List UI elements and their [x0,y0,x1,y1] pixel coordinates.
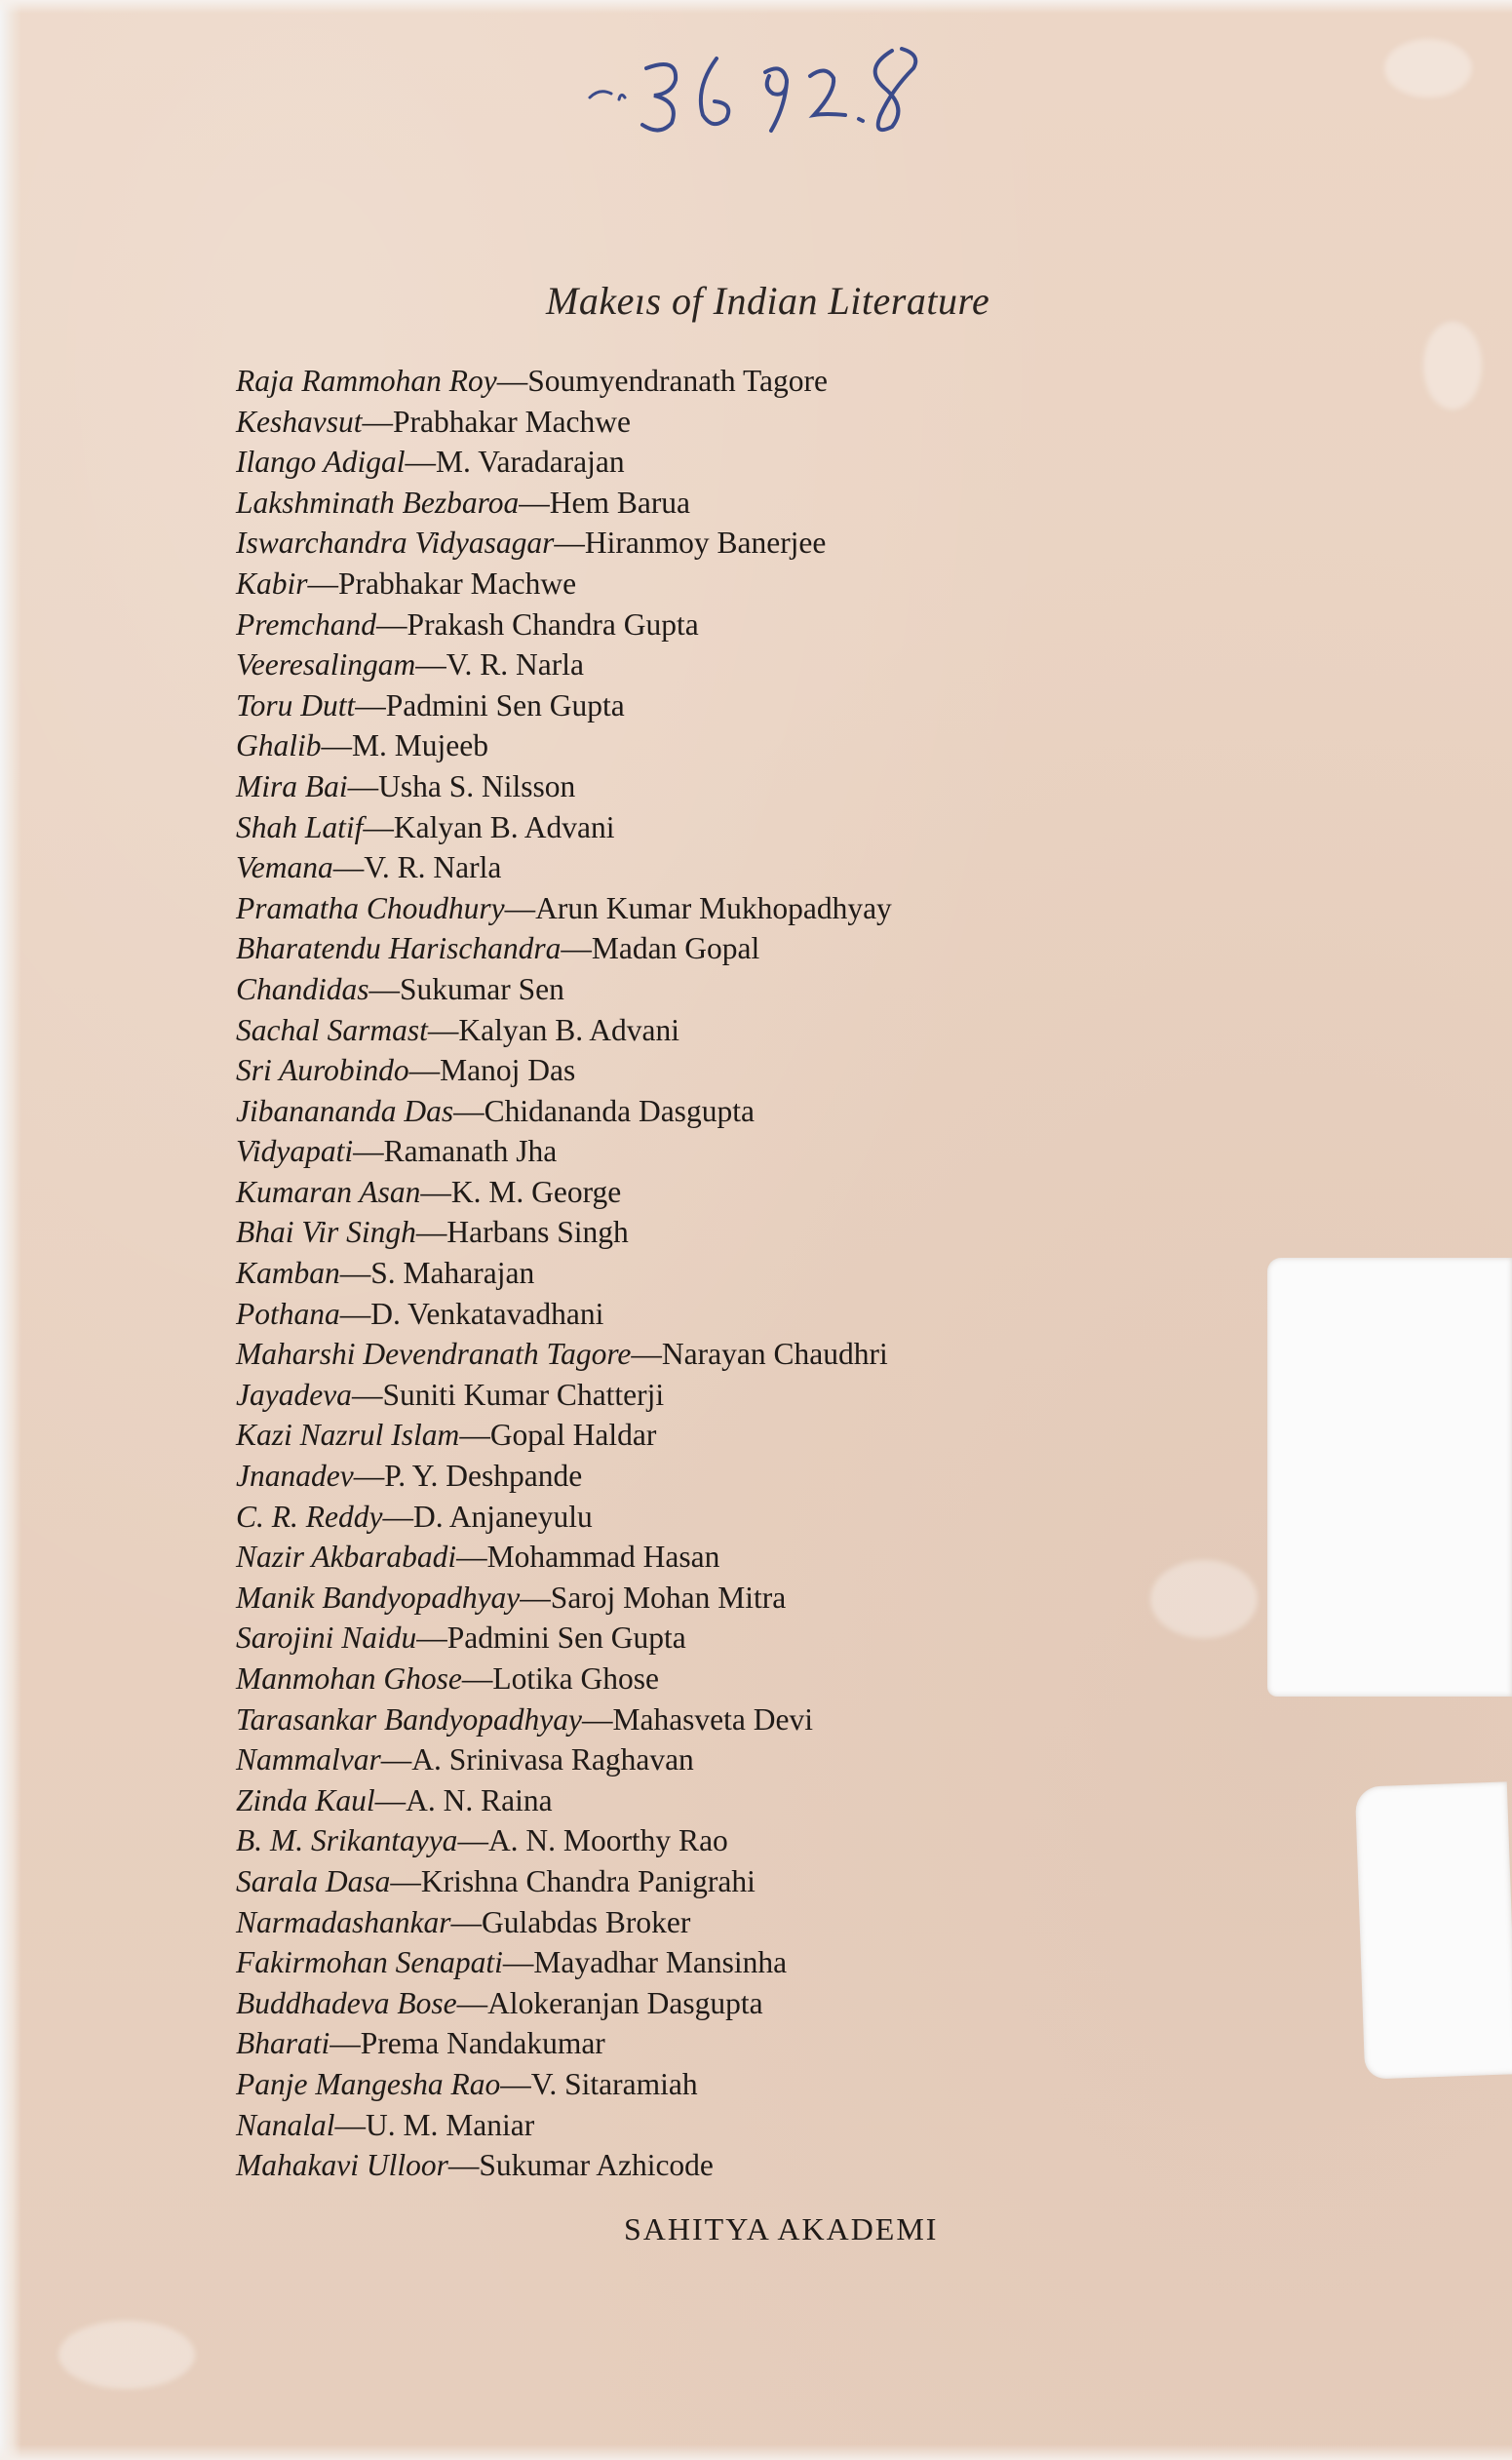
entry-author: Padmini Sen Gupta [385,687,625,722]
entry-separator: — [376,606,407,642]
entry-author: Krishna Chandra Panigrahi [420,1863,756,1898]
list-item [236,1820,1250,1861]
entry-author: Harbans Singh [446,1215,629,1250]
entry-subject: Tarasankar Bandyopadhyay [236,1701,582,1737]
entry-author: Usha S. Nilsson [378,768,576,803]
list-item [236,1942,1250,1983]
entry-author: A. Srinivasa Raghavan [411,1742,694,1777]
entry-subject: Toru Dutt [236,687,356,722]
list-item [236,1578,1250,1619]
entry-subject: Bharati [236,2026,330,2061]
entry-author: S. Maharajan [370,1256,535,1291]
entry-separator: — [453,1093,485,1128]
entry-author: V. Sitaramiah [530,2066,698,2101]
list-item [236,1739,1250,1780]
list-item [236,1456,1250,1497]
entry-author: Chidananda Dasgupta [484,1093,755,1128]
list-item [236,564,1250,605]
series-heading: Makeıs of Indian Literature [546,279,990,323]
list-item [236,1172,1250,1213]
entry-subject: Raja Rammohan Roy [236,364,497,398]
list-item [236,1618,1250,1659]
entry-author: P. Y. Deshpande [384,1459,583,1494]
entry-subject: Mahakavi Ulloor [236,2148,448,2183]
entry-separator: — [332,850,365,885]
entry-separator: — [420,1174,451,1209]
entry-author: D. Venkatavadhani [370,1296,604,1331]
list-item [236,928,1250,969]
entry-separator: — [368,971,401,1006]
list-item [236,523,1250,564]
paper-wear-spot [1384,39,1472,98]
entry-separator: — [427,1012,459,1047]
entry-author: A. N. Moorthy Rao [487,1823,728,1858]
entry-subject: Iswarchandra Vidyasagar [236,526,555,561]
entry-separator: — [351,1377,383,1412]
entry-author: Padmini Sen Gupta [446,1620,686,1656]
list-item [236,2105,1250,2146]
list-item [236,1983,1250,2024]
entry-subject: Premchand [236,606,377,642]
list-item [236,1497,1250,1538]
entry-separator: — [307,566,339,601]
entry-author: V. R. Narla [446,647,584,683]
entry-separator: — [502,1945,534,1980]
entry-separator: — [450,1904,483,1939]
entry-subject: Sarojini Naidu [236,1620,417,1656]
list-item [236,483,1250,524]
list-item [236,1294,1250,1335]
entry-subject: Zinda Kaul [236,1782,375,1817]
list-item [236,1375,1250,1416]
list-item [236,1253,1250,1294]
entry-separator: — [408,1053,441,1088]
list-item [236,402,1250,443]
entry-separator: — [382,1499,413,1534]
entry-separator: — [415,647,446,683]
entry-author: D. Anjaneyulu [412,1499,593,1534]
entry-author: Prabhakar Machwe [338,566,577,601]
entry-subject: Pramatha Choudhury [236,890,505,925]
entry-separator: — [459,1418,490,1453]
entry-subject: C. R. Reddy [236,1499,383,1534]
entry-author: Kalyan B. Advani [458,1012,679,1047]
entry-author: Soumyendranath Tagore [527,364,828,398]
paper-bottom-edge [0,2444,1512,2460]
entry-author: Hem Barua [549,485,691,520]
entry-author: Kalyan B. Advani [393,809,615,844]
entry-separator: — [353,1459,385,1494]
entry-subject: Nanalal [236,2107,335,2142]
list-item [236,766,1250,807]
list-item [236,685,1250,726]
list-item [236,605,1250,645]
torn-paper-patch [1267,1258,1512,1697]
entry-separator: — [330,2026,361,2061]
list-item [236,847,1250,888]
entry-subject: Sarala Dasa [236,1863,391,1898]
entry-separator: — [561,931,592,966]
entry-subject: Chandidas [236,971,369,1006]
entry-author: Mayadhar Mansinha [533,1945,788,1980]
paper-top-edge [0,0,1512,14]
list-item [236,725,1250,766]
entry-subject: Fakirmohan Senapati [236,1945,503,1980]
entry-subject: Vidyapati [236,1134,354,1169]
entry-separator: — [334,2107,367,2142]
entry-separator: — [415,1215,447,1250]
entry-separator: — [456,1540,487,1575]
paper-left-edge [0,0,21,2460]
entry-author: Narayan Chaudhri [661,1337,888,1372]
entry-separator: — [362,404,393,439]
list-item [236,442,1250,483]
entry-author: Prabhakar Machwe [393,404,632,439]
entry-subject: Kumaran Asan [236,1174,421,1209]
entry-author: Lotika Ghose [492,1661,659,1696]
entry-separator: — [519,485,550,520]
list-item [236,1537,1250,1578]
entry-separator: — [321,728,353,763]
list-item [236,1091,1250,1132]
paper-wear-spot [1423,322,1482,410]
entry-separator: — [339,1256,371,1291]
entry-author: Mohammad Hasan [486,1540,720,1575]
entry-author: Alokeranjan Dasgupta [487,1985,763,2020]
entry-subject: Kamban [236,1256,340,1291]
entry-separator: — [456,1985,488,2020]
entry-subject: Maharshi Devendranath Tagore [236,1337,632,1372]
list-item [236,1131,1250,1172]
entry-author: K. M. George [450,1174,622,1209]
list-item [236,1212,1250,1253]
entry-separator: — [496,364,528,398]
entry-author: M. Varadarajan [436,445,625,480]
entry-author: Mahasveta Devi [612,1701,814,1737]
entry-subject: Nazir Akbarabadi [236,1540,457,1575]
entry-separator: — [390,1863,421,1898]
entry-separator: — [363,809,394,844]
entry-separator: — [447,2148,480,2183]
list-item [236,1050,1250,1091]
list-item [236,2145,1250,2186]
entry-separator: — [457,1823,488,1858]
list-item [236,1699,1250,1740]
entry-subject: Manmohan Ghose [236,1661,462,1696]
entry-separator: — [554,526,585,561]
entry-subject: Vemana [236,850,333,885]
list-item [236,1861,1250,1902]
entry-separator: — [461,1661,493,1696]
paper-wear-spot [58,2321,195,2389]
list-item [236,1334,1250,1375]
entry-subject: Ghalib [236,728,322,763]
list-item [236,969,1250,1010]
entry-author: Ramanath Jha [383,1134,558,1169]
entry-subject: Veeresalingam [236,647,416,683]
list-item [236,2023,1250,2064]
entry-author: Hiranmoy Banerjee [584,526,827,561]
entry-author: V. R. Narla [364,850,502,885]
entry-author: M. Mujeeb [352,728,488,763]
list-item [236,644,1250,685]
entry-subject: Jnanadev [236,1459,354,1494]
entry-separator: — [347,768,379,803]
entry-subject: B. M. Srikantayya [236,1823,458,1858]
entry-author: Arun Kumar Mukhopadhyay [535,890,892,925]
list-item [236,361,1250,402]
entry-subject: Nammalvar [236,1742,381,1777]
list-item [236,2064,1250,2105]
entry-separator: — [339,1296,371,1331]
entry-author: Sukumar Sen [400,971,564,1006]
entry-subject: Jibanananda Das [236,1093,454,1128]
series-title-list [236,361,1250,2186]
list-item [236,807,1250,848]
entry-subject: Ilango Adigal [236,445,406,480]
entry-separator: — [355,687,386,722]
entry-subject: Kazi Nazrul Islam [236,1418,460,1453]
entry-separator: — [405,445,437,480]
handwritten-accession-number [570,29,980,146]
entry-author: Gopal Haldar [489,1418,657,1453]
entry-author: Sukumar Azhicode [479,2148,714,2183]
entry-subject: Panje Mangesha Rao [236,2066,501,2101]
entry-subject: Bharatendu Harischandra [236,931,562,966]
list-item [236,1780,1250,1821]
entry-subject: Lakshminath Bezbaroa [236,485,520,520]
entry-separator: — [353,1134,384,1169]
entry-subject: Mira Bai [236,768,348,803]
entry-subject: Narmadashankar [236,1904,451,1939]
entry-author: Prakash Chandra Gupta [407,606,699,642]
entry-subject: Kabir [236,566,308,601]
entry-separator: — [520,1580,551,1615]
entry-subject: Manik Bandyopadhyay [236,1580,521,1615]
entry-subject: Shah Latif [236,809,364,844]
entry-author: Manoj Das [440,1053,576,1088]
entry-author: Prema Nandakumar [360,2026,605,2061]
entry-author: Saroj Mohan Mitra [550,1580,787,1615]
entry-separator: — [581,1701,613,1737]
list-item [236,1010,1250,1051]
entry-author: A. N. Raina [406,1782,553,1817]
publisher-name: SAHITYA AKADEMI [624,2211,939,2246]
entry-author: Suniti Kumar Chatterji [382,1377,665,1412]
entry-subject: Pothana [236,1296,340,1331]
entry-subject: Sachal Sarmast [236,1012,428,1047]
entry-subject: Buddhadeva Bose [236,1985,457,2020]
entry-separator: — [416,1620,447,1656]
entry-subject: Jayadeva [236,1377,352,1412]
list-item [236,1902,1250,1943]
list-item [236,888,1250,929]
entry-separator: — [631,1337,662,1372]
entry-author: U. M. Maniar [366,2107,535,2142]
list-item [236,1659,1250,1699]
entry-separator: — [504,890,536,925]
list-item [236,1415,1250,1456]
entry-separator: — [374,1782,407,1817]
torn-paper-patch [1355,1781,1512,2079]
entry-subject: Keshavsut [236,404,363,439]
entry-author: Madan Gopal [591,931,760,966]
entry-separator: — [380,1742,412,1777]
entry-subject: Bhai Vir Singh [236,1215,416,1250]
entry-author: Gulabdas Broker [482,1904,691,1939]
entry-subject: Sri Aurobindo [236,1053,409,1088]
entry-separator: — [500,2066,531,2101]
